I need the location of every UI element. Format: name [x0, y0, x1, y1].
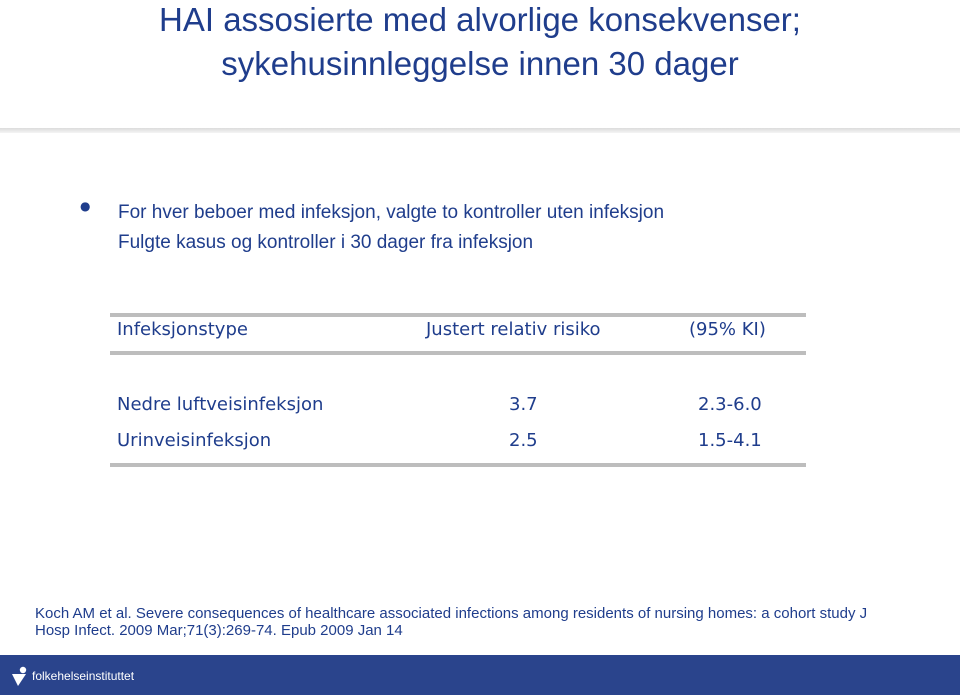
- fhi-logo: [10, 664, 135, 688]
- row-1-ci: 2.3-6.0: [698, 394, 762, 415]
- logo-text: folkehelseinstituttet: [32, 669, 135, 683]
- reference-line-1: Koch AM et al. Severe consequences of healthcare associated infections among residents of nursing homes: a cohort study J: [35, 605, 868, 622]
- footer-bar: [0, 655, 960, 695]
- row-1-rr: 3.7: [509, 394, 538, 415]
- reference-citation: [35, 605, 940, 639]
- fhi-logo-icon: [10, 664, 30, 688]
- bullet-dot-icon: ●: [80, 199, 91, 213]
- header-konfidensintervall: (95% KI): [689, 319, 766, 340]
- table-header-rule: [110, 351, 806, 355]
- bullet-line-2: Fulgte kasus og kontroller i 30 dager fra infeksjon: [118, 232, 534, 253]
- table-bottom-rule: [110, 463, 806, 467]
- row-2-ci: 1.5-4.1: [698, 430, 762, 451]
- header-infeksjonstype: Infeksjonstype: [117, 319, 248, 340]
- table-top-rule: [110, 313, 806, 317]
- bullet-text: [118, 198, 664, 258]
- header-relativ-risiko: Justert relativ risiko: [426, 319, 601, 340]
- title-line-2: sykehusinnleggelse innen 30 dager: [221, 45, 739, 82]
- row-2-rr: 2.5: [509, 430, 538, 451]
- title-line-1: HAI assosierte med alvorlige konsekvenser;: [159, 1, 801, 38]
- row-1-type: Nedre luftveisinfeksjon: [117, 394, 324, 415]
- row-2-type: Urinveisinfeksjon: [117, 430, 272, 451]
- reference-line-2: Hosp Infect. 2009 Mar;71(3):269-74. Epub 2009 Jan 14: [35, 622, 403, 639]
- bullet-line-1: For hver beboer med infeksjon, valgte to kontroller uten infeksjon: [118, 202, 665, 223]
- title-divider: [0, 128, 960, 133]
